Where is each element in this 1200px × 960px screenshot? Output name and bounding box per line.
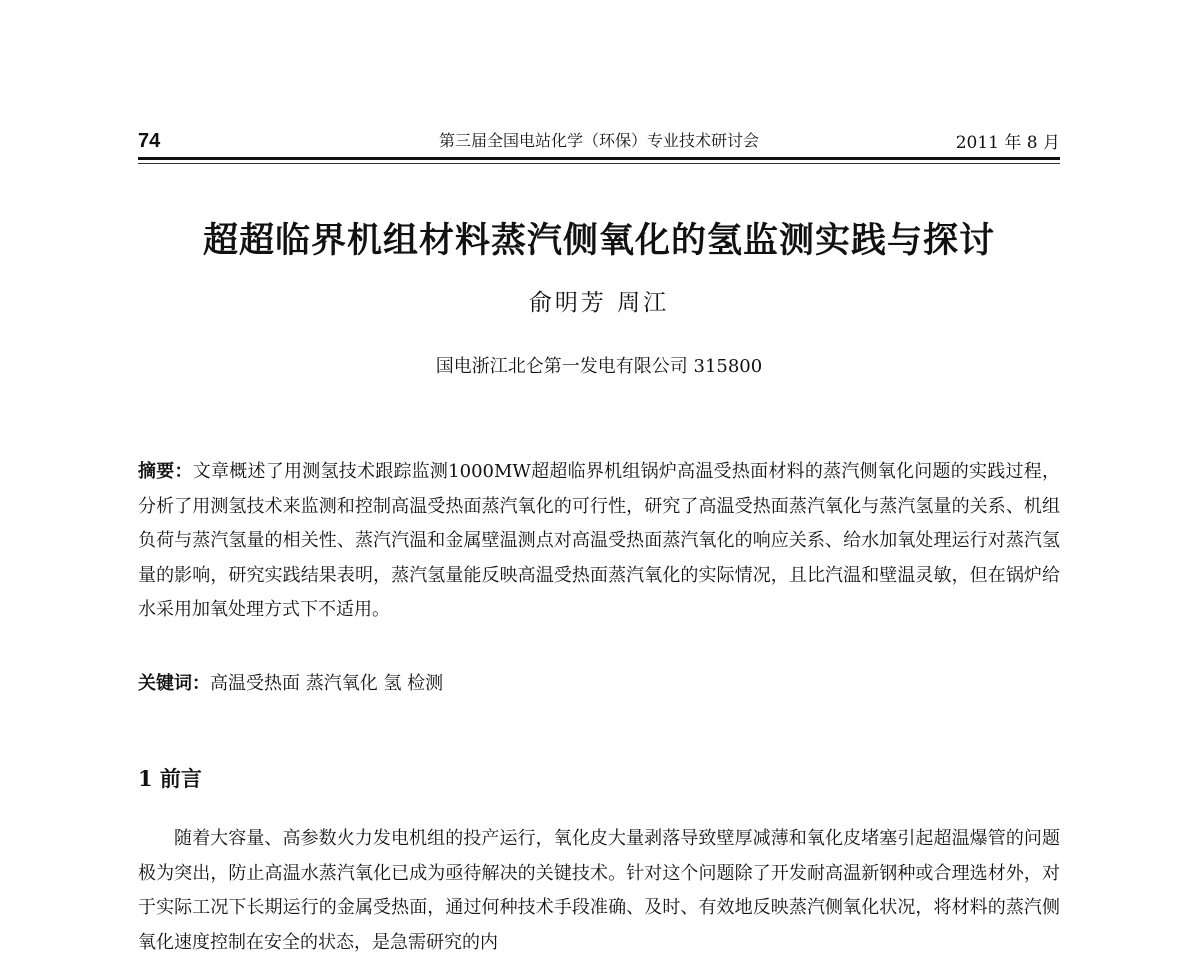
conference-name: 第三届全国电站化学（环保）专业技术研讨会	[438, 131, 759, 150]
abstract-text: 文章概述了用测氢技术跟踪监测1000MW超超临界机组锅炉高温受热面材料的蒸汽侧氧化问题的实践过程，分析了用测氢技术来监测和控制高温受热面蒸汽氧化的可行性，研究了高温受热面蒸汽氧化与蒸汽氢量的关系、机组负荷与蒸汽氢量的相关性、蒸汽汽温和金属壁温测点对高温受热面蒸汽氧化的响应关系、给水加氧处理运行对蒸汽氢量的影响，研究实践结果表明，蒸汽氢量能反映高温受热面蒸汽氧化的实际情况，且比汽温和壁温灵敏，但在锅炉给水采用加氧处理方式下不适用。	[138, 461, 1061, 620]
header-rule-thick	[138, 157, 1060, 160]
header-rule-thin	[138, 163, 1060, 164]
abstract-label: 摘要	[138, 461, 175, 482]
section-heading: 1 前言	[138, 766, 202, 791]
keywords	[138, 669, 1060, 695]
abstract-colon: ：	[174, 461, 193, 482]
affiliation: 国电浙江北仑第一发电有限公司 315800	[435, 356, 763, 377]
paper-title: 超超临界机组材料蒸汽侧氧化的氢监测实践与探讨	[202, 220, 995, 261]
running-header	[138, 124, 1060, 158]
page-number: 74	[138, 130, 161, 152]
keywords-text: 高温受热面 蒸汽氧化 氢 检测	[210, 673, 444, 694]
section-body-text: 随着大容量、高参数火力发电机组的投产运行，氧化皮大量剥落导致壁厚减薄和氧化皮堵塞引起超温爆管的问题极为突出，防止高温水蒸汽氧化已成为亟待解决的关键技术。针对这个问题除了开发耐高温新钢种或合理选材外，对于实际工况下长期运行的金属受热面，通过何种技术手段准确、及时、有效地反映蒸汽侧氧化状况，将材料的蒸汽侧氧化速度控制在安全的状态，是急需研究的内	[138, 828, 1060, 953]
publication-date: 2011 年 8 月	[955, 133, 1060, 153]
keywords-label: 关键词	[138, 673, 192, 694]
keywords-colon: ：	[192, 673, 210, 694]
abstract	[138, 455, 1060, 628]
authors: 俞明芳 周江	[528, 290, 670, 316]
